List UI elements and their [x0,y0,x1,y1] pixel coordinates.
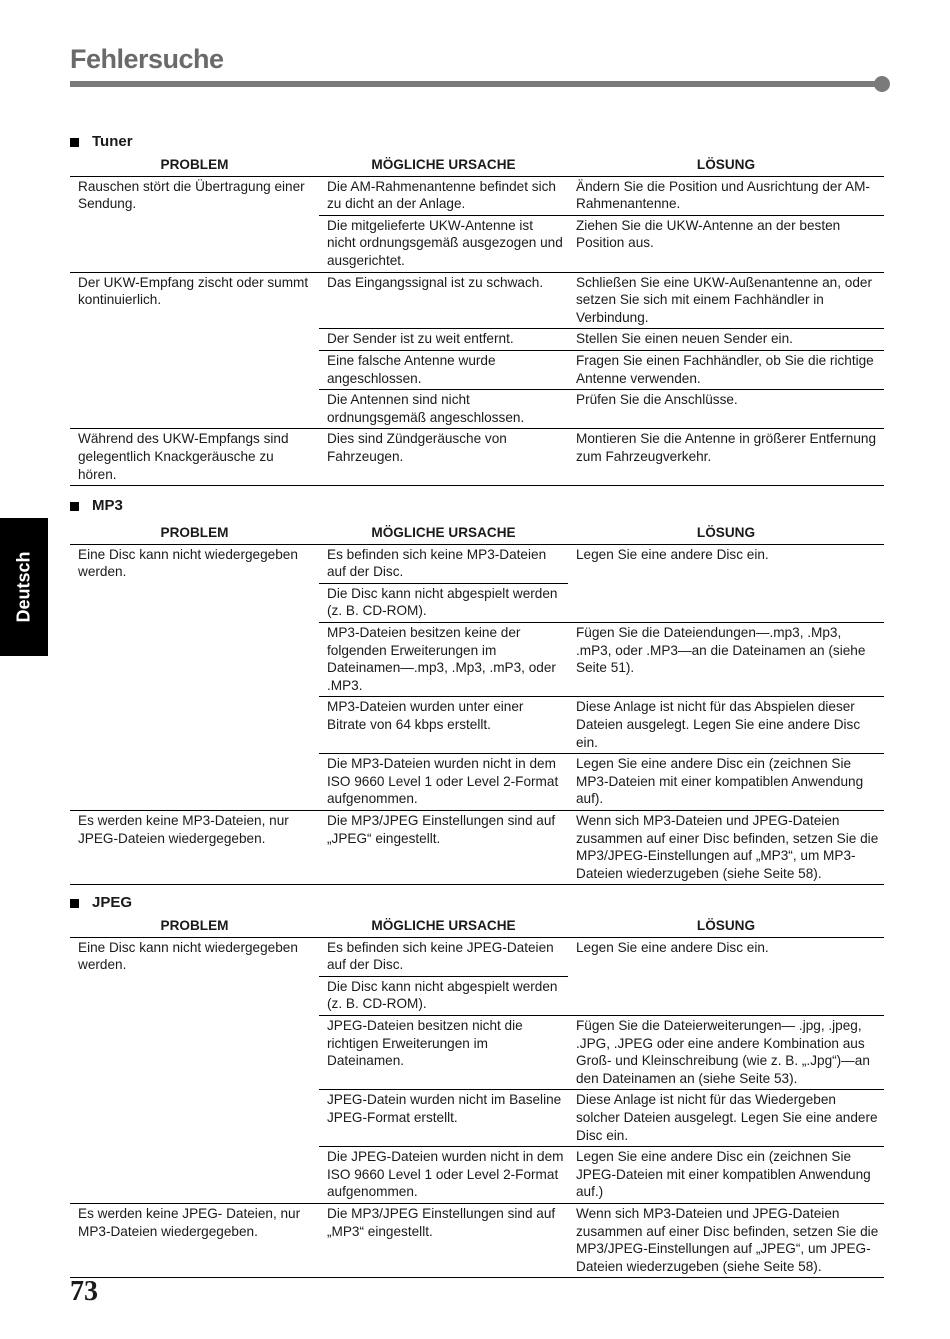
problem-cell: Eine Disc kann nicht wiedergegeben werden. [78,939,298,973]
cause-cell: Die mitgelieferte UKW-Antenne ist nicht ordnungsgemäß ausgezogen und ausgerichtet. [319,215,568,272]
language-side-tab-label: Deutsch [13,551,34,623]
jpeg-section [70,893,884,1278]
table-row [70,429,884,486]
solution-cell: Legen Sie eine andere Disc ein (zeichnen Sie JPEG-Dateien mit einer kompatiblen Anwendung auf.) [568,1147,884,1204]
title-rule-end-dot [874,76,890,92]
cause-cell: Es befinden sich keine MP3-Dateien auf der Disc. [327,546,547,580]
cause-cell: Der Sender ist zu weit entfernt. [319,329,568,351]
cause-cell: Die Disc kann nicht abgespielt werden (z. B. CD-ROM). [319,976,568,1015]
table-header-row [70,152,884,176]
problem-column-header: PROBLEM [70,520,319,544]
mp3-section-heading [70,496,884,516]
square-bullet-icon [70,899,79,908]
solution-cell: Montieren Sie die Antenne in größerer Entfernung zum Fahrzeugverkehr. [568,429,884,486]
cause-cell: Die Antennen sind nicht ordnungsgemäß angeschlossen. [319,390,568,429]
solution-cell: Legen Sie eine andere Disc ein (zeichnen Sie MP3-Dateien mit einer kompatiblen Anwendung auf). [568,754,884,811]
solution-column-header: LÖSUNG [568,152,884,176]
solution-cell: Fügen Sie die Dateierweiterungen— .jpg, .jpeg, .JPG, .JPEG oder eine andere Kombination aus Groß- und Kleinschreibung (wie z. B. „.Jpg“)—an den Dateinamen an (siehe Seite 53). [568,1015,884,1089]
solution-column-header: LÖSUNG [568,913,884,937]
language-side-tab [0,518,48,656]
table-row [70,176,884,215]
table-row [70,272,884,329]
table-row [70,544,884,583]
problem-cell: Eine Disc kann nicht wiedergegeben werden. [78,546,298,580]
problem-column-header: PROBLEM [70,152,319,176]
table-row [70,937,884,976]
table-row [70,1203,884,1277]
cause-cell: Die JPEG-Dateien wurden nicht in dem ISO 9660 Level 1 oder Level 2-Format aufgenommen. [319,1147,568,1204]
solution-cell: Prüfen Sie die Anschlüsse. [568,390,884,429]
square-bullet-icon [70,138,79,147]
cause-column-header: MÖGLICHE URSACHE [319,520,568,544]
solution-cell: Schließen Sie eine UKW-Außenantenne an, oder setzen Sie sich mit einem Fachhändler in Verbindung. [568,272,884,329]
problem-cell: Es werden keine JPEG- Dateien, nur MP3-Dateien wiedergegeben. [70,1203,319,1277]
solution-cell: Legen Sie eine andere Disc ein. [576,546,769,562]
jpeg-section-title: JPEG [92,894,133,911]
cause-cell: Die MP3/JPEG Einstellungen sind auf „JPEG“ eingestellt. [319,810,568,884]
solution-cell: Stellen Sie einen neuen Sender ein. [568,329,884,351]
problem-cell: Während des UKW-Empfangs sind gelegentlich Knackgeräusche zu hören. [70,429,319,486]
cause-cell: Die MP3/JPEG Einstellungen sind auf „MP3“ eingestellt. [319,1203,568,1277]
cause-cell: JPEG-Datein wurden nicht im Baseline JPEG-Format erstellt. [319,1090,568,1147]
cause-cell: Eine falsche Antenne wurde angeschlossen. [319,350,568,389]
tuner-section-heading [70,132,884,152]
mp3-table [70,520,884,885]
mp3-section-title: MP3 [92,497,123,514]
solution-cell: Legen Sie eine andere Disc ein. [576,939,769,955]
cause-cell: Die MP3-Dateien wurden nicht in dem ISO 9660 Level 1 oder Level 2-Format aufgenommen. [319,754,568,811]
cause-cell: Dies sind Zündgeräusche von Fahrzeugen. [319,429,568,486]
cause-cell: Die Disc kann nicht abgespielt werden (z. B. CD-ROM). [319,583,568,622]
cause-cell: JPEG-Dateien besitzen nicht die richtigen Erweiterungen im Dateinamen. [319,1015,568,1089]
solution-cell: Fügen Sie die Dateiendungen—.mp3, .Mp3, .mP3, oder .MP3—an die Dateinamen an (siehe Seite 51). [568,622,884,696]
problem-cell: Rauschen stört die Übertragung einer Sendung. [78,178,305,212]
solution-cell: Diese Anlage ist nicht für das Abspielen dieser Dateien ausgelegt. Legen Sie eine andere Disc ein. [568,697,884,754]
solution-cell: Fragen Sie einen Fachhändler, ob Sie die richtige Antenne verwenden. [568,350,884,389]
solution-cell: Wenn sich MP3-Dateien und JPEG-Dateien zusammen auf einer Disc befinden, setzen Sie die MP3/JPEG-Einstellungen auf „MP3“, um MP3-Dateien wiederzugeben (siehe Seite 58). [568,810,884,884]
page-title: Fehlersuche [70,44,224,74]
solution-cell: Ziehen Sie die UKW-Antenne an der besten Position aus. [568,215,884,272]
jpeg-section-heading [70,893,884,913]
title-rule [70,81,878,87]
cause-cell: Das Eingangssignal ist zu schwach. [319,272,568,329]
jpeg-table [70,913,884,1278]
table-header-row [70,520,884,544]
solution-cell: Diese Anlage ist nicht für das Wiedergeben solcher Dateien ausgelegt. Legen Sie eine andere Disc ein. [568,1090,884,1147]
cause-cell: MP3-Dateien wurden unter einer Bitrate von 64 kbps erstellt. [319,697,568,754]
tuner-section-title: Tuner [92,133,133,150]
table-row [70,810,884,884]
problem-cell: Es werden keine MP3-Dateien, nur JPEG-Dateien wiedergegeben. [70,810,319,884]
tuner-table [70,152,884,486]
solution-column-header: LÖSUNG [568,520,884,544]
solution-cell: Wenn sich MP3-Dateien und JPEG-Dateien zusammen auf einer Disc befinden, setzen Sie die MP3/JPEG-Einstellungen auf „JPEG“, um JPEG-Dateien wiederzugeben (siehe Seite 58). [568,1203,884,1277]
cause-column-header: MÖGLICHE URSACHE [319,152,568,176]
cause-column-header: MÖGLICHE URSACHE [319,913,568,937]
cause-cell: Es befinden sich keine JPEG-Dateien auf der Disc. [327,939,554,973]
square-bullet-icon [70,502,79,511]
tuner-section [70,132,884,486]
cause-cell: Die AM-Rahmenantenne befindet sich zu dicht an der Anlage. [327,178,556,212]
cause-cell: MP3-Dateien besitzen keine der folgenden Erweiterungen im Dateinamen—.mp3, .Mp3, .mP3, oder .MP3. [319,622,568,696]
problem-cell: Der UKW-Empfang zischt oder summt kontinuierlich. [70,272,319,429]
problem-column-header: PROBLEM [70,913,319,937]
table-header-row [70,913,884,937]
solution-cell: Ändern Sie die Position und Ausrichtung der AM-Rahmenantenne. [576,178,870,212]
page-number: 73 [70,1276,98,1307]
mp3-section [70,496,884,885]
